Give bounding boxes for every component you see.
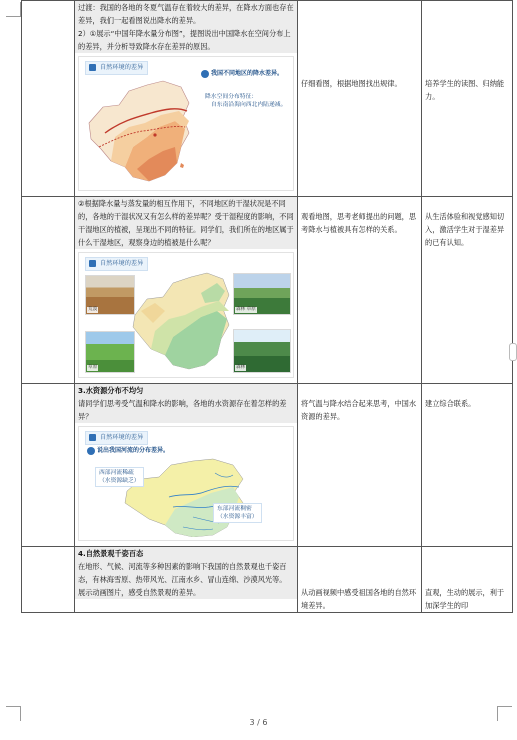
student-activity-cell — [298, 384, 422, 547]
student-activity-cell — [298, 197, 422, 384]
section-title: 4.自然景观千姿百态 — [75, 547, 297, 560]
figure-question — [87, 446, 169, 455]
design-intent-text: 直观，生动的展示，利于加深学生的印 — [425, 588, 505, 610]
teacher-activity-cell — [75, 547, 298, 613]
stage-cell — [22, 1, 75, 197]
callout-text: （水资源缺乏） — [99, 478, 140, 484]
student-activity-text: 从动画视频中感受祖国各地的自然环境差异。 — [301, 588, 417, 610]
design-intent-cell — [422, 197, 513, 384]
stage-cell — [22, 384, 75, 547]
question-icon — [87, 447, 95, 455]
teacher-activity-cell — [75, 384, 298, 547]
forest-photo — [233, 329, 291, 373]
precipitation-map — [85, 77, 197, 185]
transition-text: 过渡：我国的各地的冬夏气温存在着较大的差异，在降水方面也存在差异，我们一起看图说出降水的差异。 — [75, 1, 297, 27]
callout-title: 降水空间分布特征： — [205, 94, 258, 100]
student-activity-text: 将气温与降水结合起来思考，中国水资源的差异。 — [301, 399, 417, 421]
water-question-text: 请同学们思考受气温和降水的影响，各地的水资源存在着怎样的差异？ — [75, 397, 297, 423]
vegetation-figure — [78, 252, 294, 378]
grassland-photo — [85, 331, 135, 373]
precipitation-callout — [205, 93, 289, 109]
stage-cell — [22, 197, 75, 384]
teacher-activity-cell — [75, 1, 298, 197]
landscape-text-2: 展示动画图片，感受自然景观的差异。 — [75, 586, 297, 599]
callout-text: （水资源丰富） — [217, 514, 258, 520]
east-rivers-callout — [213, 503, 262, 523]
crop-mark-top-left — [6, 2, 21, 17]
lesson-plan-table — [21, 0, 513, 613]
design-intent-cell — [422, 547, 513, 613]
landscape-text: 在地形、气候、河流等多种因素的影响下我国的自然景观也千姿百态，有林海雪原、热带风光、江南水乡、冒山连绵、沙漠风光等。 — [75, 560, 297, 586]
dry-wet-zones-map — [131, 271, 231, 371]
design-intent-cell — [422, 1, 513, 197]
table-row — [22, 197, 513, 384]
stage-cell — [22, 547, 75, 613]
figure-question-label: 我国不同地区的降水差异。 — [211, 70, 284, 77]
figure-banner: 自然环境的差异 — [85, 257, 148, 271]
figure-question — [201, 69, 283, 78]
table-row — [22, 384, 513, 547]
figure-banner: 自然环境的差异 — [85, 431, 148, 445]
precipitation-figure — [78, 56, 294, 191]
figure-question-label: 说出我国河流的分布差异。 — [97, 447, 170, 454]
step-text: 2）①展示“中国年降水量分布图”，提图说出中国降水在空间分布上的差异，并分析导致降水存在差异的原因。 — [75, 27, 297, 53]
river-figure — [78, 426, 294, 541]
design-intent-text: 从生活体验和视觉感知切入，激活学生对于湿差异的已有认知。 — [425, 212, 505, 247]
teacher-activity-cell — [75, 197, 298, 384]
callout-title: 西部河流稀疏 — [99, 470, 134, 476]
scene-label: 荒漠 — [88, 307, 98, 312]
scene-label: 森林 草原 — [236, 307, 256, 312]
figure-banner: 自然环境的差异 — [85, 61, 148, 75]
student-activity-text: 观看地图，思考老师提出的问题，思考降水与植被具有怎样的关系。 — [301, 212, 417, 234]
section-title: 3.水资源分布不均匀 — [75, 384, 297, 397]
page-number: 3 / 6 — [249, 718, 268, 727]
table-row — [22, 1, 513, 197]
callout-title: 东部河流稠密 — [217, 506, 252, 512]
scene-label: 草原 — [88, 365, 98, 370]
west-rivers-callout — [95, 467, 144, 487]
design-intent-text: 建立综合联系。 — [425, 399, 476, 408]
scene-label: 森林 — [236, 365, 246, 370]
forest-grassland-photo — [233, 273, 291, 315]
design-intent-text: 培养学生的读图、归纳能力。 — [425, 79, 505, 101]
student-activity-cell — [298, 1, 422, 197]
desert-photo — [85, 275, 135, 315]
table-row — [22, 547, 513, 613]
dry-wet-text: ②根据降水量与蒸发量的相互作用下，不同地区的干湿状况是不同的，各地的干湿状况又有怎么样的差异呢？受干湿程度的影响，不同干湿地区的植被，呈现出不同的特征。同学们，我们所在的地区属于什么干湿地区，观察身边的植被是什么呢？ — [75, 197, 297, 249]
callout-text: 自东南沿海向西北内陆递减。 — [211, 102, 287, 108]
design-intent-cell — [422, 384, 513, 547]
question-icon — [201, 70, 209, 78]
student-activity-cell — [298, 547, 422, 613]
side-scroll-tab[interactable] — [509, 343, 517, 361]
student-activity-text: 仔细看图，根据地图找出规律。 — [301, 79, 402, 88]
